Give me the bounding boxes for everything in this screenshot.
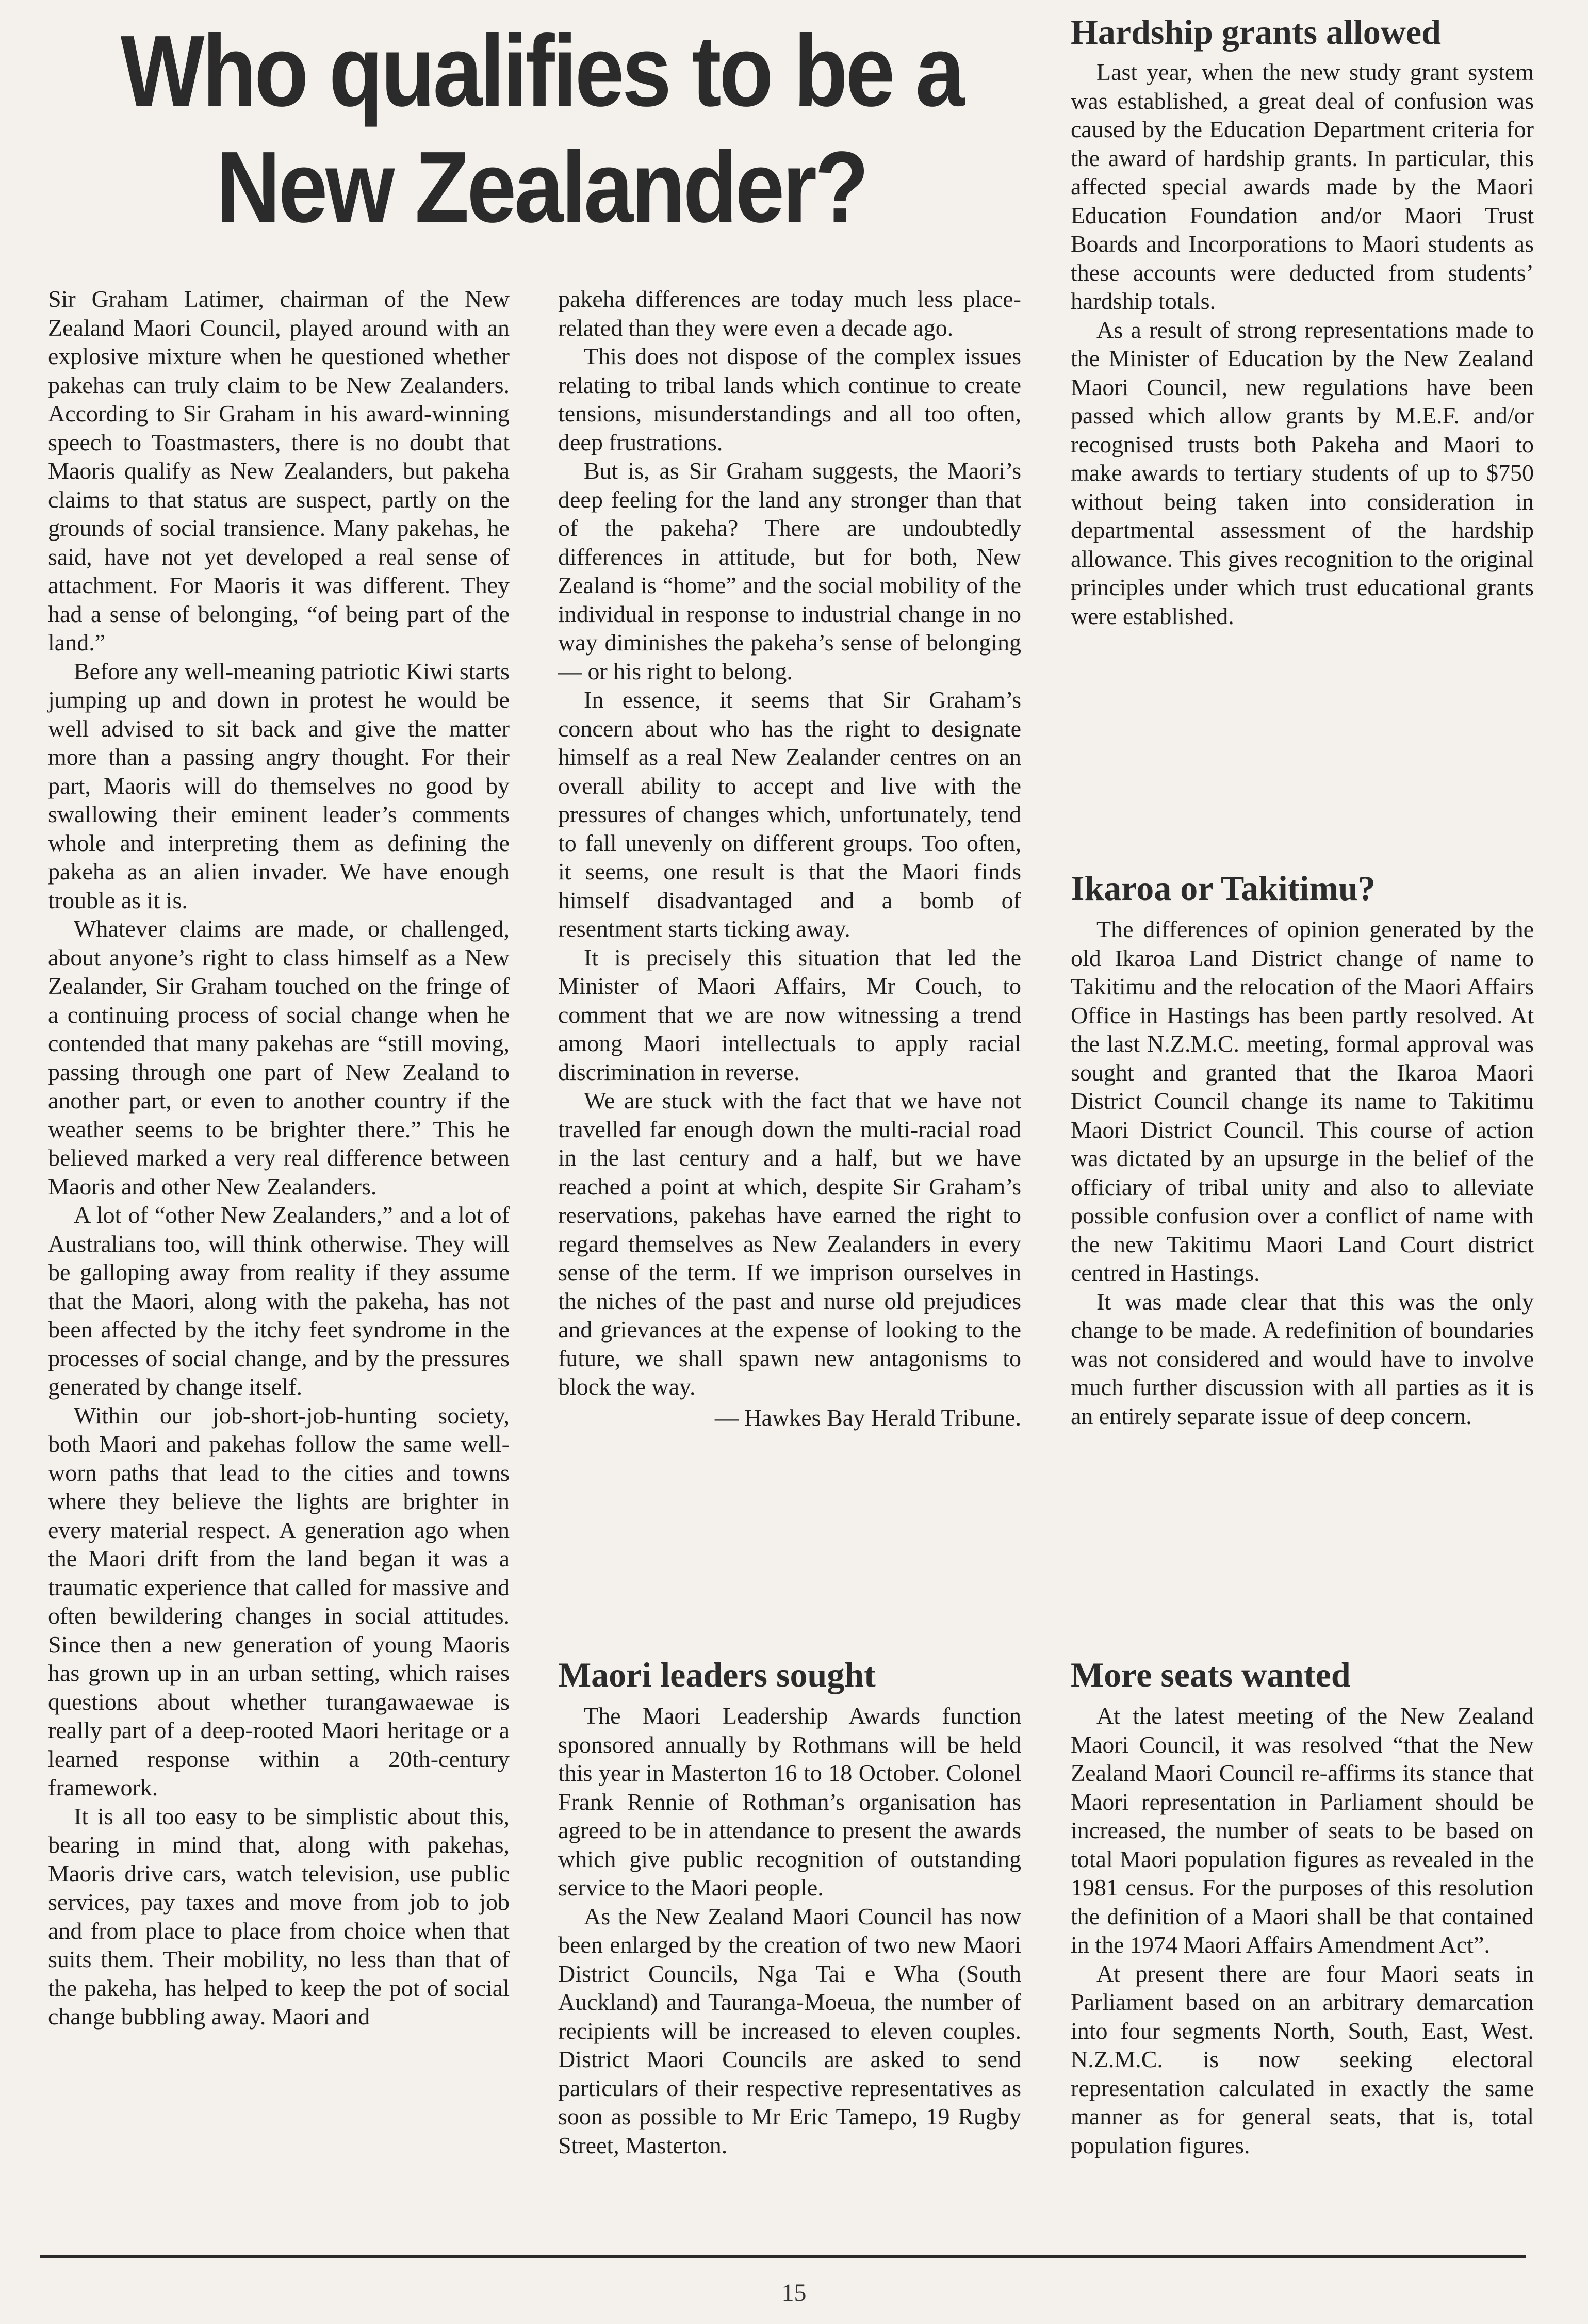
article-paragraph: It was made clear that this was the only change to be made. A redefinition of boundaries was not considered and would have to involve much further discussion with all parties as it is an entirely separate issue of deep concern. [1071,1288,1534,1429]
article-paragraph: We are stuck with the fact that we have not travelled far enough down the multi-racial road in the last century and a half, but we have reached a point at which, despite Sir Graham’s reservations, pakehas have earned the right to regard themselves as New Zealanders in every sense of the term. If we imprison ourselves in the niches of the past and nurse old prejudices and grievances at the expense of looking to the future, we shall spawn new antagonisms to block the way. [558,1087,1021,1400]
article-paragraph: This does not dispose of the complex issues relating to tribal lands which continue to create tensions, misunderstandings and all too often, deep frustrations. [558,343,1021,455]
article-paragraph: It is precisely this situation that led the Minister of Maori Affairs, Mr Couch, to comment that we are now witnessing a trend among Maori intellectuals to apply racial discrimination in reverse. [558,944,1021,1085]
article-paragraph: At present there are four Maori seats in Parliament based on an arbitrary demarcation into four segments North, South, East, West. N.Z.M.C. is now seeking electoral representation calculated in exactly the same manner as for general seats, that is, total population figures. [1071,1960,1534,2158]
article-paragraph: At the latest meeting of the New Zealand Maori Council, it was resolved “that the New Zealand Maori Council re-affirms its stance that Maori representation in Parliament should be increased, the number of seats to be based on total Maori population figures as revealed in the 1981 census. For the purposes of this resolution the definition of a Maori shall be that contained in the 1974 Maori Affairs Amendment Act”. [1071,1703,1534,1958]
article-paragraph: As the New Zealand Maori Council has now been enlarged by the creation of two new Maori District Councils, Nga Tai e Wha (South Auckland) and Tauranga-Moeua, the number of recipients will be increased to eleven couples. District Maori Councils are asked to send particulars of their respective representatives as soon as possible to Mr Eric Tamepo, 19 Rugby Street, Masterton. [558,1903,1021,2158]
seats-headline: More seats wanted [1071,1655,1351,1694]
hardship-article [1071,10,1534,630]
leaders-article [558,1653,1021,2159]
ikaroa-headline: Ikaroa or Takitimu? [1071,869,1376,908]
article-paragraph: It is all too easy to be simplistic about this, bearing in mind that, along with pakehas, Maoris drive cars, watch television, use public services, pay taxes and move from job to job and from place to place from choice when that suits them. Their mobility, no less than that of the pakeha, has helped to keep the pot of social change bubbling away. Maori and [48,1803,510,2030]
article-paragraph: Before any well-meaning patriotic Kiwi starts jumping up and down in protest he would be well advised to sit back and give the matter more than a passing angry thought. For their part, Maoris will do themselves no good by swallowing their eminent leader’s comments whole and interpreting them as defining the pakeha as an alien invader. We have enough trouble as it is. [48,658,510,913]
seats-article [1071,1653,1534,2159]
article-paragraph: Last year, when the new study grant system was established, a great deal of confusion was caused by the Education Department criteria for the award of hardship grants. In particular, this affected special awards made by the Maori Education Foundation and/or Maori Trust Boards and Incorporations to Maori students as these accounts were deducted from students’ hardship totals. [1071,59,1534,314]
leaders-headline: Maori leaders sought [558,1655,876,1694]
article-paragraph: As a result of strong representations made to the Minister of Education by the New Zealand Maori Council, new regulations have been passed which allow grants by M.E.F. and/or recognised trusts both Pakeha and Maori to make awards to tertiary students of up to $750 without being taken into consideration in departmental assessment of the hardship allowance. This gives recognition to the original principles under which trust educational grants were established. [1071,316,1534,629]
main-article-column-2 [558,285,1021,1432]
article-paragraph: But is, as Sir Graham suggests, the Maori’s deep feeling for the land any stronger than that of the pakeha? There are undoubtedly differences in attitude, but for both, New Zealand is “home” and the social mobility of the individual in response to industrial change in no way diminishes the pakeha’s sense of belonging — or his right to belong. [558,457,1021,684]
article-paragraph: Sir Graham Latimer, chairman of the New Zealand Maori Council, played around with an explosive mixture when he questioned whether pakehas can truly claim to be New Zealanders. According to Sir Graham in his award-winning speech to Toastmasters, there is no doubt that Maoris qualify as New Zealanders, but pakeha claims to that status are suspect, partly on the grounds of social transience. Many pakehas, he said, have not yet developed a real sense of attachment. For Maoris it was different. They had a sense of belonging, “of being part of the land.” [48,286,510,656]
main-article-column-1 [48,285,510,2031]
article-paragraph: pakeha differences are today much less place-related than they were even a decade ago. [558,286,1021,341]
hardship-headline: Hardship grants allowed [1071,12,1441,52]
footer-rule [40,2255,1526,2258]
article-paragraph: In essence, it seems that Sir Graham’s concern about who has the right to designate himself as a real New Zealander centres on an overall ability to accept and live with the pressures of changes which, unfortunately, tend to fall unevenly on different groups. Too often, it seems, one result is that the Maori finds himself disadvantaged and a bomb of resentment starts ticking away. [558,686,1021,942]
ikaroa-article [1071,866,1534,1430]
article-paragraph: Whatever claims are made, or challenged, about anyone’s right to class himself as a New Zealander, Sir Graham touched on the fringe of a continuing process of social change when he contended that many pakehas are “still moving, passing through one part of New Zealand to another part, or even to another country if the weather seems to be brighter there.” This he believed marked a very real difference between Maoris and other New Zealanders. [48,915,510,1200]
article-paragraph: The differences of opinion generated by the old Ikaroa Land District change of name to Takitimu and the relocation of the Maori Affairs Office in Hastings has been partly resolved. At the last N.Z.M.C. meeting, formal approval was sought and granted that the Ikaroa Maori District Council change its name to Takitimu Maori District Council. This course of action was dictated by an upsurge in the belief of the officiary of tribal unity and also to alleviate possible confusion over a conflict of name with the new Takitimu Maori Land Court district centred in Hastings. [1071,916,1534,1286]
article-paragraph: A lot of “other New Zealanders,” and a lot of Australians too, will think otherwise. They will be galloping away from reality if they assume that the Maori, along with the pakeha, has not been affected by the itchy feet syndrome in the processes of social change, and by the pressures generated by change itself. [48,1202,510,1400]
article-paragraph: Within our job-short-job-hunting society, both Maori and pakehas follow the same well-worn paths that lead to the cities and towns where they believe the lights are brighter in every material respect. A generation ago when the Maori drift from the land began it was a traumatic experience that called for massive and often bewildering changes in social attitudes. Since then a new generation of young Maoris has grown up in an urban setting, which raises questions about whether turangawaewae is really part of a deep-rooted Maori heritage or a learned response within a 20th-century framework. [48,1402,510,1801]
article-byline: — Hawkes Bay Herald Tribune. [714,1404,1021,1431]
main-headline: Who qualifies to be a New Zealander? [120,14,963,243]
page-number: 15 [781,2279,807,2306]
article-paragraph: The Maori Leadership Awards function sponsored annually by Rothmans will be held this year in Masterton 16 to 18 October. Colonel Frank Rennie of Rothman’s organisation has agreed to be in attendance to present the awards which give public recognition of outstanding service to the Maori people. [558,1703,1021,1901]
